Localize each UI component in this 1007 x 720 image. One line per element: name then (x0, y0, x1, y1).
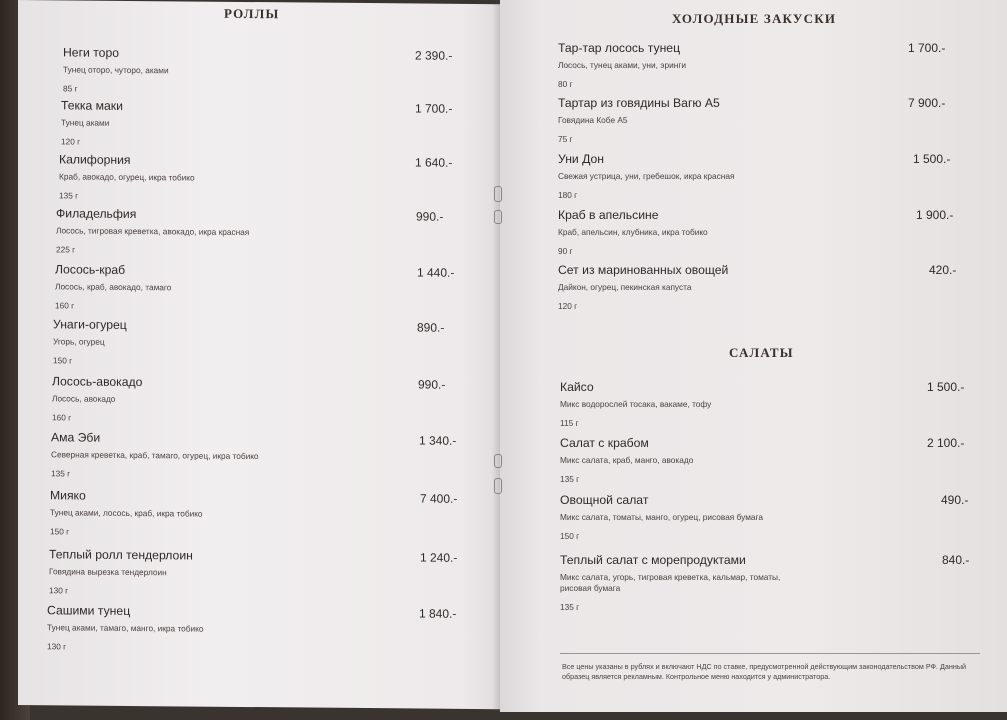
menu-item-price: 1 640.- (415, 155, 453, 170)
menu-item-name: Сет из маринованных овощей (558, 263, 729, 277)
menu-item (558, 152, 978, 200)
menu-item-name: Краб в апельсине (558, 208, 659, 222)
menu-item-description: Краб, апельсин, клубника, икра тобико (558, 227, 708, 237)
menu-item-weight: 90 г (558, 246, 573, 256)
staple-bottom (494, 454, 502, 468)
menu-item (558, 41, 978, 89)
menu-item-description: Дайкон, огурец, пекинская капуста (558, 282, 692, 292)
menu-item-description: Тунец оторо, чуторо, аками (63, 64, 169, 76)
footer-divider (560, 653, 980, 654)
menu-item-weight: 150 г (560, 531, 580, 541)
menu-item-name: Салат с крабом (560, 436, 649, 450)
menu-item-weight: 130 г (47, 641, 67, 652)
staple-bottom-2 (494, 478, 502, 494)
menu-item-weight: 130 г (49, 585, 69, 596)
menu-item-description: Микс салата, краб, манго, авокадо (560, 455, 694, 465)
menu-item (63, 45, 483, 97)
menu-item-name: Калифорния (59, 152, 131, 167)
menu-item-description: Свежая устрица, уни, гребешок, икра красная (558, 171, 735, 181)
menu-item-name: Филадельфия (56, 206, 137, 222)
menu-item (560, 436, 980, 484)
menu-item-name: Уни Дон (558, 152, 605, 166)
menu-item (51, 430, 471, 482)
menu-item-description: Угорь, огурец (53, 336, 105, 347)
staple-top (494, 186, 502, 202)
menu-item-name: Тар-тар лосось тунец (558, 41, 681, 55)
menu-item (50, 488, 470, 540)
menu-item-name: Унаги-огурец (53, 317, 127, 332)
menu-item-price: 7 900.- (908, 96, 946, 110)
staple-top-2 (494, 210, 502, 224)
menu-item-name: Сашими тунец (47, 603, 131, 618)
menu-item-weight: 85 г (63, 83, 78, 94)
section-title-rolls: РОЛЛЫ (224, 5, 280, 22)
menu-item-description: Северная креветка, краб, тамаго, огурец, икра тобико (51, 449, 259, 462)
footer-note: Все цены указаны в рублях и включают НДС по ставке, предусмотренной действующим законодательством РФ. Данный образец является рекламным. Контрольное меню находится у администратора. (562, 662, 967, 681)
menu-item-description: Микс салата, угорь, тигровая креветка, кальмар, томаты, рисовая бумага (560, 572, 781, 593)
menu-item-weight: 135 г (59, 190, 79, 201)
menu-item-weight: 115 г (560, 418, 579, 428)
menu-item-weight: 135 г (560, 474, 580, 484)
menu-item-name: Теплый ролл тендерлоин (49, 547, 193, 563)
menu-item-price: 1 500.- (927, 380, 965, 394)
menu-item-weight: 120 г (558, 301, 578, 311)
menu-item (560, 553, 980, 612)
menu-item-name: Мияко (50, 488, 86, 503)
menu-item-name: Лосось-авокадо (52, 374, 143, 390)
menu-item-price: 2 390.- (415, 48, 453, 63)
menu-item-price: 490.- (941, 493, 969, 507)
menu-item (558, 263, 978, 311)
menu-item-name: Ама Эби (51, 430, 101, 445)
menu-item (59, 152, 479, 204)
menu-item-price: 990.- (416, 209, 444, 224)
menu-item-name: Кайсо (560, 380, 594, 394)
menu-item-price: 7 400.- (420, 491, 458, 506)
menu-item-weight: 150 г (50, 526, 70, 537)
menu-page-right (500, 0, 1007, 712)
menu-item-weight: 225 г (56, 244, 76, 255)
menu-item-description: Говядина Кобе А5 (558, 115, 628, 125)
menu-item (49, 547, 469, 599)
menu-item (52, 374, 472, 426)
menu-item-description: Лосось, краб, авокадо, тамаго (55, 281, 172, 293)
menu-item-description: Лосось, тигровая креветка, авокадо, икра красная (56, 225, 250, 238)
section-title-cold-starters: ХОЛОДНЫЕ ЗАКУСКИ (672, 11, 837, 26)
menu-item-name: Овощной салат (560, 493, 649, 507)
menu-item-name: Тартар из говядины Вагю А5 (558, 96, 720, 110)
menu-item-weight: 160 г (55, 300, 75, 311)
menu-item-price: 990.- (418, 377, 446, 392)
menu-item-price: 1 840.- (419, 606, 457, 621)
menu-item-description: Микс водорослей тосака, вакаме, тофу (560, 399, 712, 409)
menu-item-weight: 150 г (53, 355, 73, 366)
menu-item (558, 96, 978, 144)
menu-item (560, 380, 980, 428)
menu-item-weight: 75 г (558, 134, 573, 144)
menu-item (47, 603, 467, 655)
menu-item (61, 98, 481, 150)
menu-item (55, 262, 475, 314)
menu-item-description: Лосось, тунец аками, уни, эринги (558, 60, 686, 70)
menu-item-name: Теплый салат с морепродуктами (560, 553, 746, 567)
menu-item-weight: 160 г (52, 412, 72, 423)
menu-item-weight: 80 г (558, 79, 573, 89)
menu-item-price: 420.- (929, 263, 957, 277)
menu-item-weight: 120 г (61, 136, 81, 147)
menu-item-price: 1 900.- (916, 208, 954, 222)
menu-item-price: 2 100.- (927, 436, 965, 450)
menu-item-weight: 180 г (558, 190, 578, 200)
menu-item-name: Лосось-краб (55, 262, 126, 277)
menu-item-description: Тунец аками (61, 117, 110, 128)
menu-item-price: 840.- (942, 553, 970, 567)
menu-item-description: Тунец аками, лосось, краб, икра тобико (50, 507, 203, 519)
menu-item-price: 1 440.- (417, 265, 455, 280)
menu-item-weight: 135 г (51, 468, 71, 479)
menu-item-price: 1 340.- (419, 433, 457, 448)
menu-item-price: 890.- (417, 320, 445, 335)
menu-item-weight: 135 г (560, 602, 580, 612)
menu-item-description: Краб, авокадо, огурец, икра тобико (59, 171, 195, 183)
menu-item-description: Говядина вырезка тендерлоин (49, 566, 167, 578)
menu-item-price: 1 500.- (913, 152, 951, 166)
menu-item-price: 1 700.- (415, 101, 453, 116)
menu-item (558, 208, 978, 256)
menu-item-description: Лосось, авокадо (52, 393, 116, 404)
menu-item-name: Текка маки (61, 98, 123, 113)
menu-item-description: Тунец аками, тамаго, манго, икра тобико (47, 622, 204, 634)
menu-item (56, 206, 476, 258)
menu-item (560, 493, 980, 541)
menu-item-name: Неги торо (63, 45, 119, 60)
menu-item-price: 1 240.- (420, 550, 458, 565)
menu-item-description: Микс салата, томаты, манго, огурец, рисовая бумага (560, 512, 764, 522)
menu-item-price: 1 700.- (908, 41, 946, 55)
menu-item (53, 317, 473, 369)
section-title-salads: САЛАТЫ (729, 345, 794, 360)
menu-page-left (18, 0, 500, 709)
